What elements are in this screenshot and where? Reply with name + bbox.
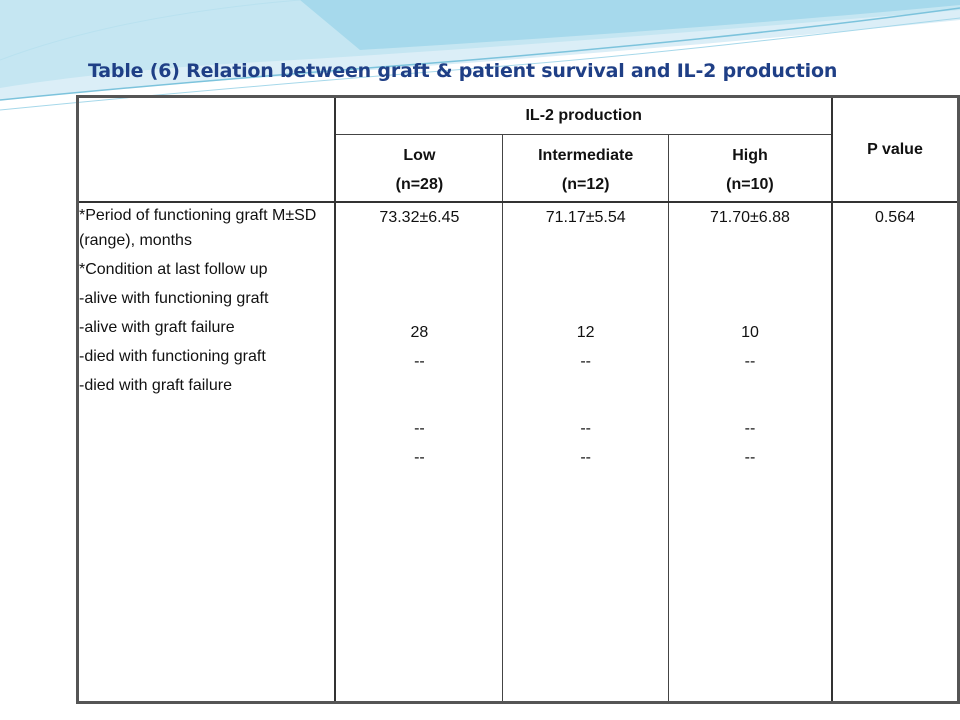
row-label-period: *Period of functioning graft M±SD (range), months (79, 207, 317, 249)
row-label-alive-failure: -alive with graft failure (79, 319, 235, 336)
col-header-intermediate (503, 135, 669, 203)
value-alive-functioning: 10 (741, 324, 759, 341)
row-label-condition: *Condition at last follow up (79, 261, 268, 278)
value-alive-functioning: 28 (410, 324, 429, 341)
value-died-failure: -- (414, 449, 425, 466)
value-died-failure: -- (744, 449, 756, 466)
value-died-functioning: -- (744, 420, 756, 437)
value-pvalue: 0.564 (874, 209, 915, 226)
col-n: (n=12) (561, 176, 610, 193)
value-period: 73.32±6.45 (379, 209, 460, 226)
corner-cell (78, 97, 336, 203)
col-header-low (335, 135, 502, 203)
value-died-functioning: -- (414, 420, 425, 437)
col-n: (n=28) (395, 176, 444, 193)
value-died-failure: -- (580, 449, 591, 466)
col-n: (n=10) (726, 176, 774, 193)
slide-title: Table (6) Relation between graft & patient survival and IL-2 production (88, 60, 838, 82)
row-label-died-failure: -died with graft failure (79, 377, 232, 394)
col-name: Low (403, 147, 436, 164)
row-labels-cell (78, 202, 336, 703)
col-name: Intermediate (538, 147, 634, 164)
group-header (335, 97, 832, 135)
value-alive-functioning: 12 (576, 324, 595, 341)
values-high (668, 202, 832, 703)
values-pvalue (832, 202, 959, 703)
col-header-high (668, 135, 832, 203)
value-alive-failure: -- (744, 353, 756, 370)
value-died-functioning: -- (580, 420, 591, 437)
value-period: 71.70±6.88 (709, 209, 790, 226)
value-alive-failure: -- (414, 353, 425, 370)
values-low (335, 202, 502, 703)
pvalue-header (832, 97, 959, 203)
group-header-label: IL-2 production (525, 107, 642, 124)
value-period: 71.17±5.54 (545, 209, 626, 226)
row-label-alive-functioning: -alive with functioning graft (79, 290, 269, 307)
values-intermediate (503, 202, 669, 703)
pvalue-header-label: P value (867, 140, 923, 158)
value-alive-failure: -- (580, 353, 591, 370)
data-table (76, 95, 960, 704)
col-name: High (732, 147, 768, 164)
row-label-died-functioning: -died with functioning graft (79, 348, 266, 365)
